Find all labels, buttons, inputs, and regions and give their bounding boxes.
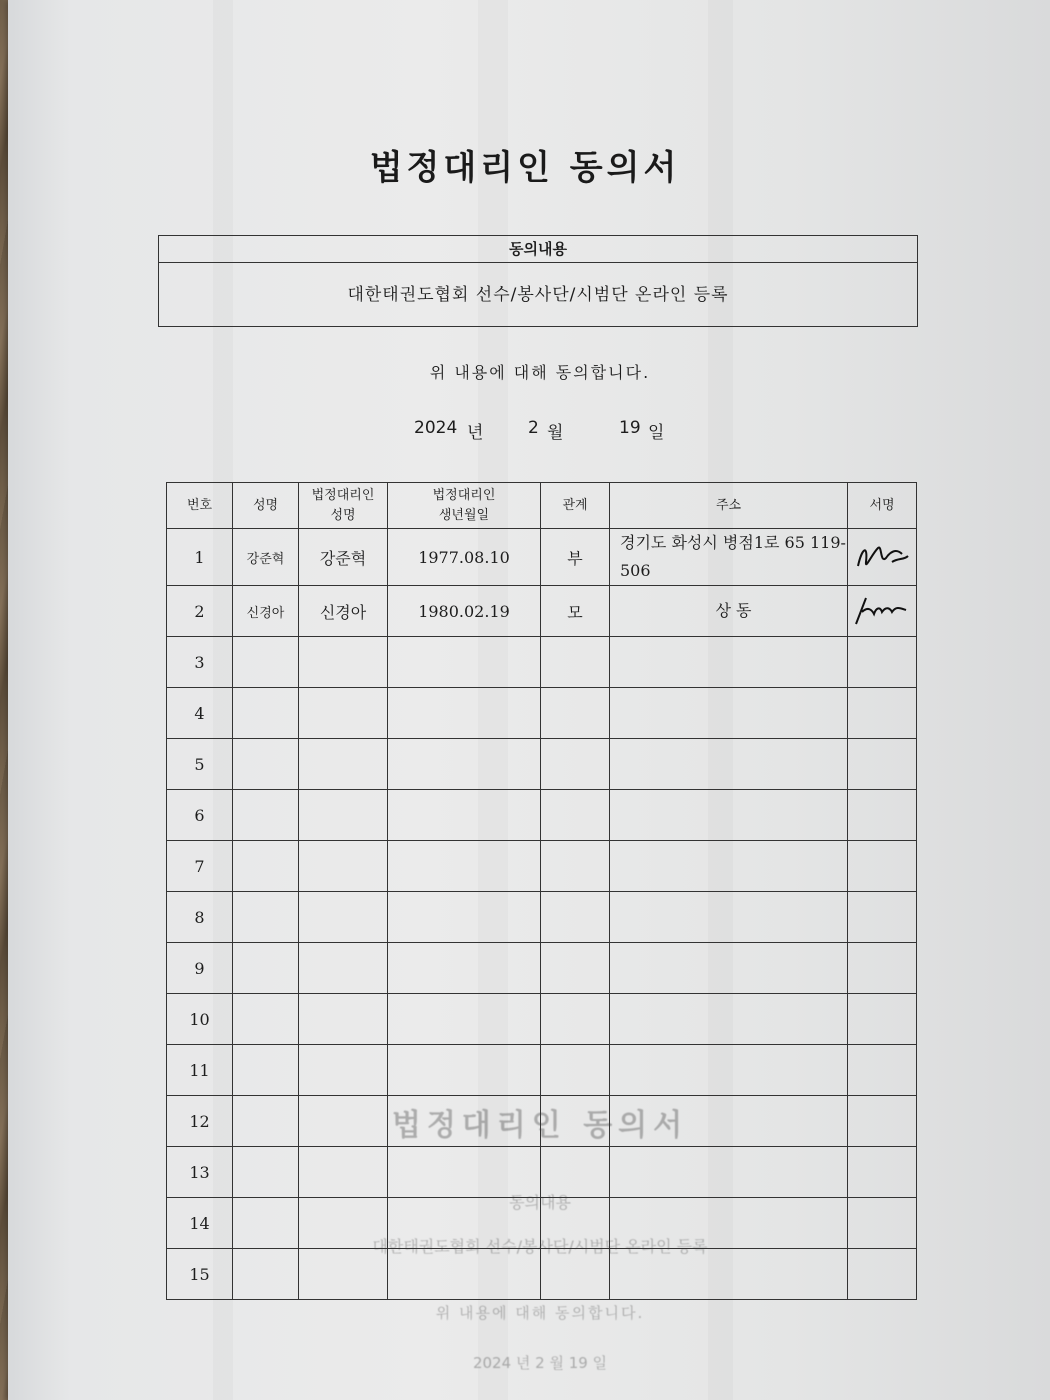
row-number-cell: 7 [167,841,233,892]
bleed-consent-text: 대한태권도협회 선수/봉사단/시범단 온라인 등록 [372,1237,708,1256]
table-row [167,1198,917,1249]
guardian-dob-cell [388,1045,541,1096]
row-number-cell: 4 [167,688,233,739]
header-signature: 서명 [848,483,917,529]
relation-cell [541,1045,610,1096]
date-day-unit: 일 [648,423,665,443]
address-cell: 상 동 [610,586,848,637]
guardian-dob-cell [388,841,541,892]
guardian-dob-cell [388,1147,541,1198]
row-number-cell: 5 [167,739,233,790]
signature-cell [848,943,917,994]
bleed-agree-text: 위 내용에 대해 동의합니다. [435,1304,645,1322]
table-body [167,529,917,1300]
student-name-cell [233,1249,299,1300]
address-cell [610,790,848,841]
table-row [167,688,917,739]
bleed-date: 2024 년 2 월 19 일 [472,1354,608,1372]
guardian-name-cell [299,637,388,688]
guardian-name-cell: 강준혁 [299,529,388,586]
address-cell: 경기도 화성시 병점1로 65 119-506 [610,529,848,586]
signature-cell [848,637,917,688]
relation-cell [541,943,610,994]
relation-cell: 부 [541,529,610,586]
table-row [167,529,917,586]
table-header-row [167,483,917,529]
relation-cell [541,739,610,790]
signature-cell [848,841,917,892]
row-number-cell: 1 [167,529,233,586]
consent-text: 대한태권도협회 선수/봉사단/시범단 온라인 등록 [347,285,729,305]
relation-cell [541,688,610,739]
table-row [167,994,917,1045]
guardian-name-cell [299,1147,388,1198]
student-name-cell: 강준혁 [233,529,299,586]
address-cell [610,1249,848,1300]
relation-cell [541,994,610,1045]
signature-cell [848,688,917,739]
signature-cell [848,529,917,586]
signature-cell [848,739,917,790]
student-name-cell [233,1096,299,1147]
relation-cell [541,1147,610,1198]
signature-cell [848,586,917,637]
date-month: 2 [528,418,539,438]
header-guardian-dob: 법정대리인 생년월일 [388,483,541,529]
date-day: 19 [619,418,641,438]
date-month-unit: 월 [547,423,564,443]
row-number-cell: 13 [167,1147,233,1198]
guardian-dob-cell [388,994,541,1045]
guardian-dob-cell [388,688,541,739]
address-cell [610,1096,848,1147]
table-row [167,1249,917,1300]
header-name: 성명 [233,483,299,529]
table-row [167,1096,917,1147]
address-cell [610,892,848,943]
student-name-cell [233,1147,299,1198]
relation-cell: 모 [541,586,610,637]
signature-cell [848,1147,917,1198]
header-address: 주소 [610,483,848,529]
student-name-cell [233,1198,299,1249]
row-number-cell: 6 [167,790,233,841]
header-relation: 관계 [541,483,610,529]
signature-cell [848,1045,917,1096]
date-year: 2024 [414,418,458,438]
guardian-name-cell [299,1249,388,1300]
row-number-cell: 11 [167,1045,233,1096]
guardian-name-cell [299,688,388,739]
table-row [167,892,917,943]
bleed-title: 법정대리인 동의서 [391,1108,689,1143]
relation-cell [541,637,610,688]
relation-cell [541,1249,610,1300]
relation-cell [541,790,610,841]
table-row [167,943,917,994]
row-number-cell: 8 [167,892,233,943]
student-name-cell [233,688,299,739]
guardian-name-cell [299,1198,388,1249]
date-year-unit: 년 [467,423,484,443]
guardian-dob-cell: 1980.02.19 [388,586,541,637]
signature-cell [848,1249,917,1300]
signature-cell [848,1198,917,1249]
guardian-dob-cell [388,637,541,688]
row-number-cell: 2 [167,586,233,637]
row-number-cell: 15 [167,1249,233,1300]
guardian-name-cell [299,790,388,841]
student-name-cell [233,994,299,1045]
table-row [167,1045,917,1096]
header-number: 번호 [167,483,233,529]
agree-statement: 위 내용에 대해 동의합니다. [429,363,651,382]
signature-cell [848,790,917,841]
relation-cell [541,1198,610,1249]
row-number-cell: 14 [167,1198,233,1249]
guardian-dob-cell [388,943,541,994]
row-number-cell: 9 [167,943,233,994]
guardian-name-cell [299,1045,388,1096]
signature-cell [848,994,917,1045]
guardian-dob-cell [388,1198,541,1249]
guardian-name-cell: 신경아 [299,586,388,637]
guardian-dob-cell [388,892,541,943]
row-number-cell: 3 [167,637,233,688]
student-name-cell [233,892,299,943]
table-row [167,637,917,688]
guardian-dob-cell: 1977.08.10 [388,529,541,586]
student-name-cell: 신경아 [233,586,299,637]
row-number-cell: 12 [167,1096,233,1147]
student-name-cell [233,1045,299,1096]
address-cell [610,1198,848,1249]
consent-box [158,235,918,327]
document-title: 법정대리인 동의서 [369,148,681,188]
bleed-consent-header: 동의내용 [509,1193,571,1212]
guardian-name-cell [299,739,388,790]
table-row [167,790,917,841]
guardian-dob-cell [388,790,541,841]
student-name-cell [233,739,299,790]
address-cell [610,688,848,739]
address-cell [610,1045,848,1096]
table-row [167,739,917,790]
guardian-name-cell [299,943,388,994]
student-name-cell [233,637,299,688]
signature-cell [848,1096,917,1147]
address-cell [610,637,848,688]
student-name-cell [233,943,299,994]
student-name-cell [233,841,299,892]
student-name-cell [233,790,299,841]
guardian-dob-cell [388,1249,541,1300]
address-cell [610,994,848,1045]
guardian-name-cell [299,994,388,1045]
signature-cell [848,892,917,943]
address-cell [610,1147,848,1198]
relation-cell [541,892,610,943]
guardian-dob-cell [388,739,541,790]
guardian-name-cell [299,1096,388,1147]
address-cell [610,943,848,994]
address-cell [610,841,848,892]
row-number-cell: 10 [167,994,233,1045]
address-cell [610,739,848,790]
signature-mark [852,536,912,578]
header-guardian-name: 법정대리인 성명 [299,483,388,529]
guardian-table [166,482,917,1300]
table-row [167,1147,917,1198]
signature-mark [852,590,912,632]
guardian-name-cell [299,892,388,943]
guardian-dob-cell [388,1096,541,1147]
relation-cell [541,1096,610,1147]
table-row [167,841,917,892]
relation-cell [541,841,610,892]
table-row [167,586,917,637]
guardian-name-cell [299,841,388,892]
consent-header: 동의내용 [159,236,917,263]
